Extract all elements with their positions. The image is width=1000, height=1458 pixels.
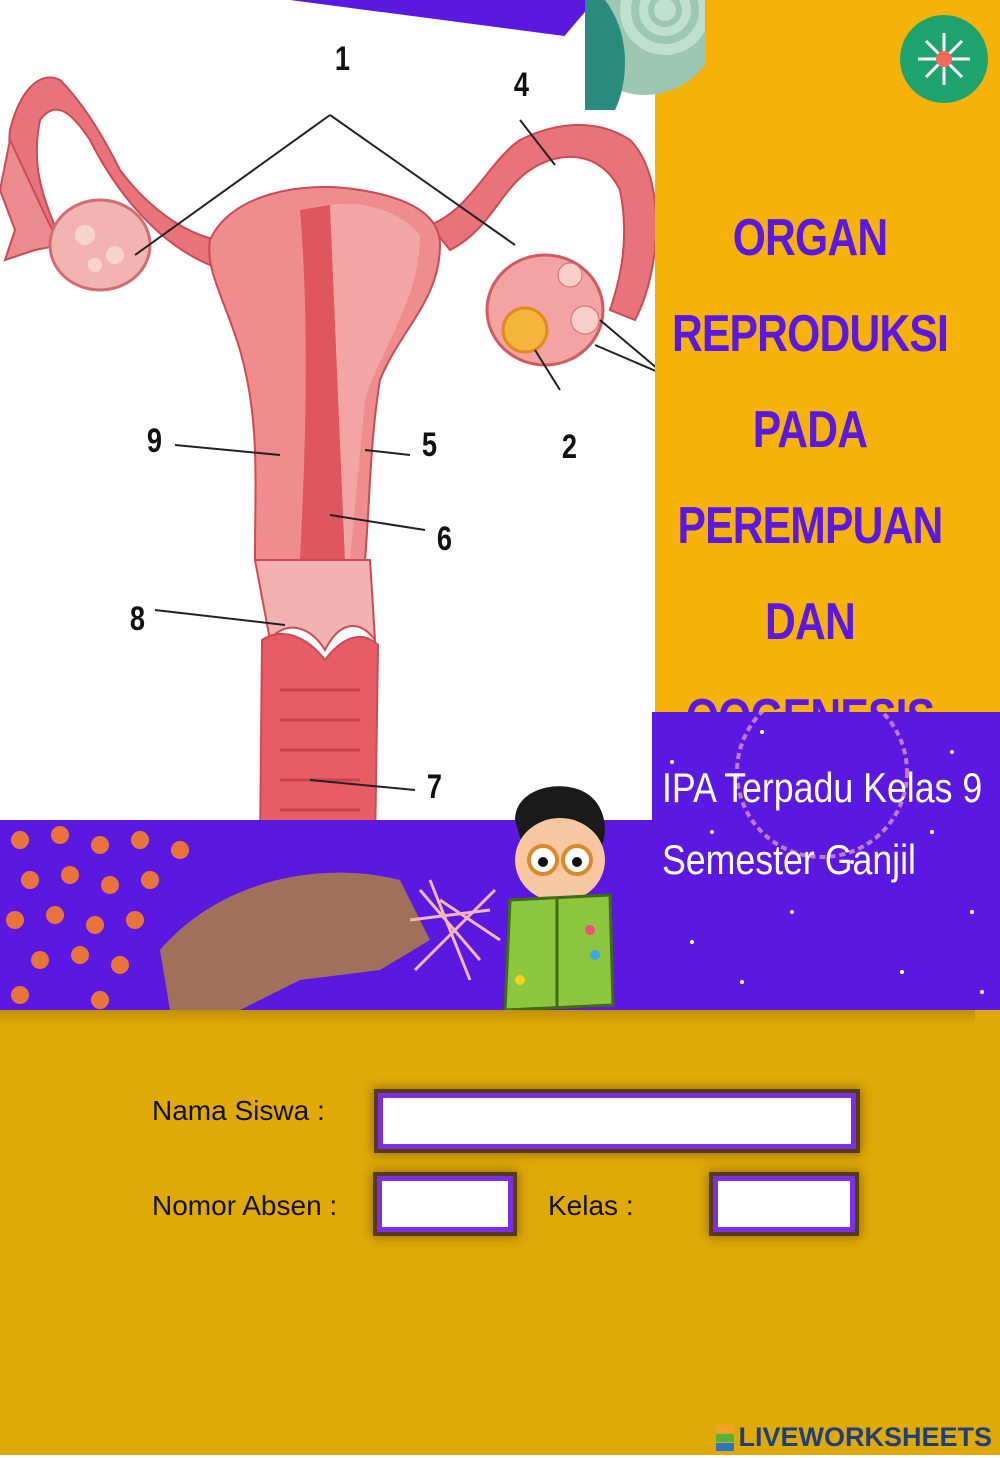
cover-subtitle [662, 752, 983, 896]
class-field[interactable] [713, 1176, 855, 1232]
decorative-swirl [585, 0, 705, 110]
reading-child-illustration [495, 780, 625, 1010]
diagram-label-6: 6 [436, 520, 453, 558]
cover-title [654, 190, 966, 766]
student-name-label: Nama Siswa : [152, 1095, 325, 1126]
diagram-label-5: 5 [421, 426, 438, 464]
form-shadow [0, 1010, 975, 1024]
title-line: ORGAN [732, 209, 888, 267]
reproductive-organ-diagram [0, 0, 700, 880]
liveworksheets-brand [716, 1422, 992, 1453]
class-label: Kelas : [548, 1190, 634, 1221]
absence-number-field[interactable] [377, 1176, 513, 1232]
student-name-field[interactable] [378, 1093, 856, 1149]
diagram-label-7: 7 [426, 768, 443, 806]
diagram-label-9: 9 [146, 422, 163, 460]
title-line: PADA [752, 401, 868, 459]
student-info-form [0, 1010, 1000, 1455]
diagram-label-1: 1 [334, 40, 351, 78]
diagram-label-4: 4 [513, 66, 530, 104]
diagram-label-8: 8 [129, 600, 146, 638]
left-ovary [50, 200, 150, 290]
subtitle-line: Semester Ganjil [662, 836, 916, 883]
diagram-label-2: 2 [561, 428, 578, 466]
title-line: REPRODUKSI [671, 305, 949, 363]
absence-number-label: Nomor Absen : [152, 1190, 338, 1221]
brand-text: LIVEWORKSHEETS [738, 1422, 992, 1452]
subtitle-line: IPA Terpadu Kelas 9 [662, 764, 983, 811]
liveworksheets-logo-icon [716, 1425, 734, 1451]
title-line: DAN [765, 593, 855, 651]
flower-badge-icon [900, 15, 988, 103]
title-line: PEREMPUAN [677, 497, 943, 555]
